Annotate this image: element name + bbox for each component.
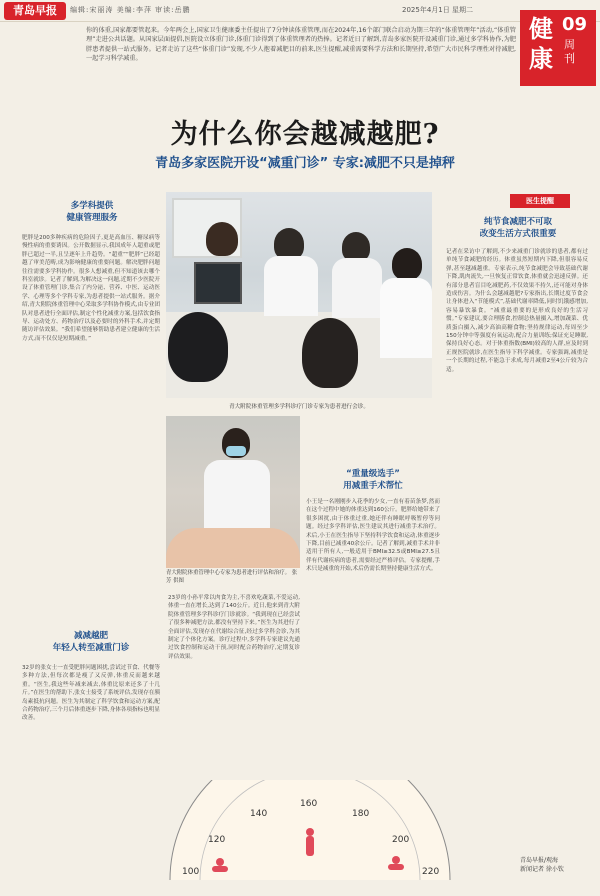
side-photo-caption: 青大附院体重管理中心专家为患者进行评估和治疗。 张芳 供图: [166, 570, 298, 584]
byline-line2: 新闻记者 徐小钦: [520, 866, 564, 873]
face-mask-shape: [226, 446, 246, 456]
col2-body: 小王是一名刚刚步入花季的少女,一直有着苗条梦,然而在这个过程中她的体重达到160公斤。肥胖给她带来了很多困扰,由于体重过重,她还伴有睡眠呼吸暂停等问题。经过多学科评估,医生建议其进行减重手术治疗。术后,小王在医生指导下坚持科学饮食和运动,体重逐步下降,目前已减重40余公斤。记者了解到,减重手术并非适用于所有人,一般适用于BMI≥32.5或BMI≥27.5且伴有代谢疾病的患者,需要经过严格评估。专家提醒,手术只是减重的开始,术后仍需长期坚持健康生活方式。: [306, 499, 440, 573]
page-header: [0, 0, 600, 22]
expert-tip-tag: 医生提醒: [510, 194, 570, 208]
col1-body: 肥胖是200多种疾病的危险因子,更是高血压、糖尿病等慢性病的重要诱因。公开数据显示,我国成年人超重或肥胖已超过一半,且呈逐年上升趋势。“超重”“肥胖”已经超越了审美范畴,成为影响健康的重要问题。解决肥胖问题往往需要多学科协作。很多人想减重,但不知道该去哪个科室就诊。记者了解到,为解决这一问题,近期不少医院开设了体重管理门诊,集合了内分泌、营养、中医、运动医学、心理等多个学科专家,为患者提供一站式服务。据介绍,青大附院体重管理中心采取多学科协作模式,由专业团队对患者进行全面评估,制定个性化减重方案,包括饮食指导、运动处方、药物治疗以及必要时的外科手术,并定期随访评估效果。“我们希望能够帮助患者建立健康的生活方式,而不仅仅是短期减重。”: [22, 235, 160, 342]
doctor-figure: [392, 248, 422, 280]
col3-body: 记者在采访中了解到,不少来减重门诊就诊的患者,都有过单纯节食减肥的经历。体重虽然短期内下降,但很容易反弹,甚至越减越重。专家表示,纯节食减肥会导致基础代谢下降,肌肉流失,一旦恢复正常饮食,体重就会迅速反弹。还有部分患者盲目吃减肥药,不仅效果不持久,还可能对身体造成伤害。为什么会越减越肥?专家指出,长期过度节食会让身体进入“节能模式”,基础代谢率降低,同时饥饿感增加,容易暴饮暴食。“减重最重要的是形成良好的生活习惯。”专家建议,要合理膳食,控制总热量摄入,增加蔬菜、优质蛋白摄入,减少高油高糖食物;坚持规律运动,每周至少150分钟中等强度有氧运动,配合力量训练;保证充足睡眠,保持良好心态。对于体重指数(BMI)较高的人群,应及时到正规医院就诊,在医生指导下科学减重。专家强调,减重是一个长期的过程,不能急于求成,每月减重2至4公斤较为合适。: [446, 249, 588, 373]
headline: 为什么你会越减越肥?: [170, 119, 440, 150]
patient-figure: [168, 312, 228, 382]
scale-label: 100: [182, 867, 200, 877]
col1-subhead-line2: 健康管理服务: [66, 213, 118, 223]
section-frequency: 周刊: [564, 38, 575, 65]
doctor-figure: [206, 222, 238, 256]
treatment-photo: [166, 416, 300, 568]
section-name: 健康: [529, 15, 553, 73]
newspaper-logo: 青岛早报: [4, 2, 66, 20]
section-tab: [520, 10, 596, 86]
consultation-photo: [166, 192, 432, 398]
col3-subhead-line1: 纯节食减肥不可取: [483, 217, 552, 227]
monitor-shape: [194, 262, 242, 304]
issue-date: 2025年4月1日 星期二: [402, 6, 473, 14]
scale-label: 220: [422, 867, 440, 877]
byline: [520, 856, 596, 874]
col2-subhead: [306, 468, 440, 492]
doctor-coat: [264, 256, 318, 316]
col3-subhead: [448, 216, 588, 240]
subheadline: 青岛多家医院开设“减重门诊” 专家:减肥不只是掉秤: [155, 156, 455, 171]
section-issue-number: 09: [562, 14, 588, 35]
figure-icon: [392, 856, 400, 864]
col2-subhead-line1: “重量级选手”: [346, 469, 400, 479]
mid-column-body: 23岁的小孙平常以肉食为主,不喜欢吃蔬菜,不爱运动,体重一直在增长,达到了140公斤。近日,他来到青大附院体重管理多学科诊疗门诊就诊。“我到现在已经尝试了很多种减肥方法,都没有坚持下来。”医生为其进行了全面评估,发现存在代谢综合征,经过多学科会诊,为其制定了个体化方案。诊疗过程中,多学科专家建议先通过饮食控制和运动干预,同时配合药物治疗,定期复诊评估效果。: [168, 595, 300, 660]
editor-credits: 编辑:宋丽涛 美编:李萍 审读:岳鹏: [70, 6, 191, 14]
col1b-subhead-line1: 减减越肥: [73, 631, 108, 641]
col1b-subhead-line2: 年轻人转至减重门诊: [52, 643, 130, 653]
byline-line1: 青岛早报/观海: [520, 857, 559, 864]
scale-label: 200: [392, 835, 410, 845]
col2-subhead-line2: 用减重手术帮忙: [343, 481, 403, 491]
col1b-body: 32岁的张女士一直受肥胖问题困扰,尝试过节食、代餐等多种方法,但每次都是瘦了又反弹,体重反而越来越重。“医生,我这些年减来减去,体重比原来还多了十几斤。”在医生的帮助下,张女士接受了系统评估,发现存在胰岛素抵抗问题。医生为其制定了科学饮食和运动方案,配合药物治疗,三个月后体重逐步下降,身体各项指标也明显改善。: [22, 665, 160, 722]
scale-label: 160: [300, 799, 318, 809]
col1b-subhead: [22, 630, 160, 654]
col1-subhead-line1: 多学科提供: [70, 201, 114, 211]
scale-label: 180: [352, 809, 370, 819]
figure-icon: [212, 866, 228, 872]
main-photo-caption: 青大附院体重管理多学科诊疗门诊专家为患者进行会诊。: [229, 404, 369, 410]
lead-paragraph: 你的体重,国家都要管起来。今年两会上,国家卫生健康委主任提出了7分钟读体重管理,而在2024年,16个部门联合启动为期三年的“体重管理年”活动,“体重管理”走进公共话题。从国家层面提倡,医院设立体重门诊,体重门诊得到了体重管理者的热捧。记者近日了解到,青岛多家医院开设减重门诊,通过多学科协作,为肥胖患者提供一站式服务。记者走访了这些“体重门诊”发现,不少人抱着减肥目的前来,医生提醒,减重需要科学方法和长期坚持,希望广大市民科学理性对待减肥,一起学习科学减重。: [86, 27, 516, 63]
figure-icon: [216, 858, 224, 866]
figure-icon: [388, 864, 404, 870]
figure-icon: [306, 828, 314, 836]
col1-subhead: [22, 200, 162, 224]
figure-icon: [306, 836, 314, 856]
scale-label: 140: [250, 809, 268, 819]
doctor-coat: [380, 278, 432, 358]
weight-scale-graphic: [160, 780, 460, 880]
scale-label: 120: [208, 835, 226, 845]
patient-figure: [302, 318, 358, 388]
patient-body: [166, 528, 300, 568]
doctor-coat: [332, 258, 382, 318]
col3-subhead-line2: 改变生活方式很重要: [479, 229, 557, 239]
